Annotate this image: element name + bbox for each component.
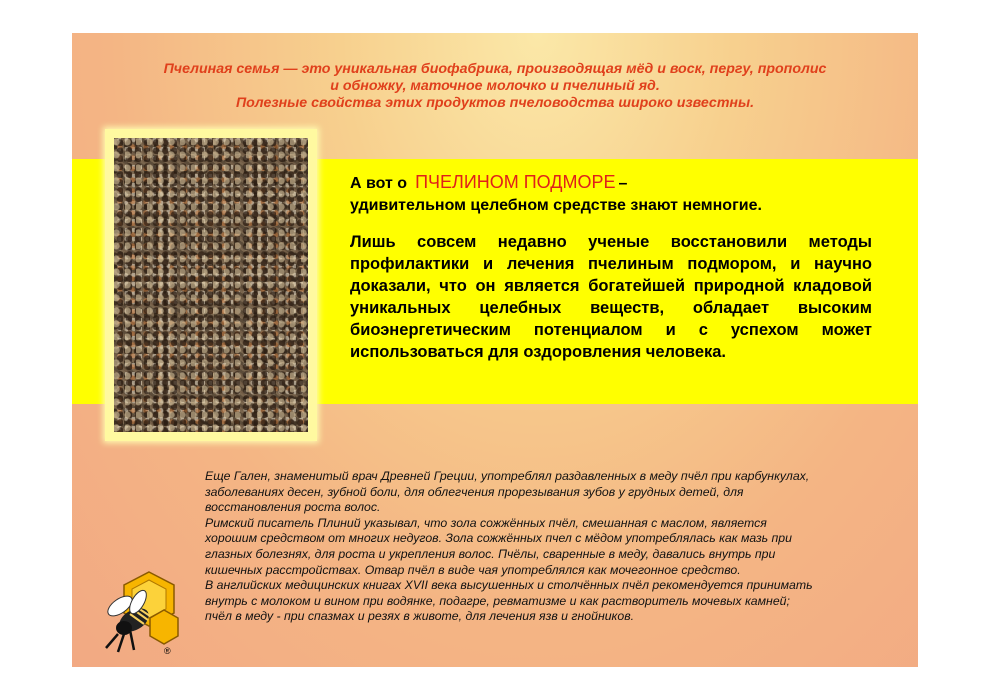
headline-prefix: А вот о <box>350 175 408 192</box>
history-line: глазных болезнях, для роста и укрепления волос. Пчёлы, сваренные в меду, давались внутрь при <box>205 546 776 561</box>
history-line: внутрь с молоком и вином при водянке, подагре, ревматизме и как растворитель мочевых камней; <box>205 593 790 608</box>
history-line: заболеваниях десен, зубной боли, для облегчения прорезывания зубов у грудных детей, для <box>205 484 744 499</box>
history-line: хорошим средством от многих недугов. Зола сожжённых пчел с мёдом употреблялась как мазь при <box>205 531 792 546</box>
band-text <box>350 171 872 363</box>
intro-line: Пчелиная семья — это уникальная биофабрика, производящая мёд и воск, пергу, прополис <box>163 61 827 77</box>
history-line: Римский писатель Плиний указывал, что зола сожжённых пчёл, смешанная с маслом, является <box>205 515 767 530</box>
intro-line: Полезные свойства этих продуктов пчеловодства широко известны. <box>235 95 755 111</box>
history-line: восстановления роста волос. <box>205 500 381 515</box>
registered-mark: ® <box>164 646 171 656</box>
dead-bees-photo <box>114 138 308 432</box>
headline <box>350 171 872 195</box>
history-line: пчёл в меду - при спазмах и резях в животе, для лечения язв и гнойников. <box>205 609 635 624</box>
bee-honeycomb-logo-icon <box>94 568 184 658</box>
history-line: В английских медицинских книгах XVII века высушенных и столчённых пчёл рекомендуется принимать <box>205 578 813 593</box>
photo-frame <box>105 129 317 441</box>
history-text <box>205 469 895 625</box>
headline-subline: удивительном целебном средстве знают немногие. <box>350 197 762 214</box>
history-line: Еще Гален, знаменитый врач Древней Греции, употреблял раздавленных в меду пчёл при карбункулах, <box>205 469 810 483</box>
headline-suffix: – <box>618 175 628 192</box>
intro-text <box>72 61 918 112</box>
history-line: кишечных расстройствах. Отвар пчёл в виде чая употреблялся как мочегонное средство. <box>205 562 741 577</box>
logo-svg <box>94 568 184 658</box>
intro-line: и обножку, маточное молочко и пчелиный яд. <box>330 78 660 94</box>
band-paragraph: Лишь совсем недавно ученые восстановили методы профилактики и лечения пчелиным подмором, и научно доказали, что он является богатейшей природной кладовой уникальных целебных веществ, обладает высоким биоэнергетическим потенциалом и с успехом может использоваться для оздоровления человека. <box>350 233 872 361</box>
slide <box>72 33 918 667</box>
headline-highlight: ПЧЕЛИНОМ ПОДМОРЕ <box>415 172 616 192</box>
